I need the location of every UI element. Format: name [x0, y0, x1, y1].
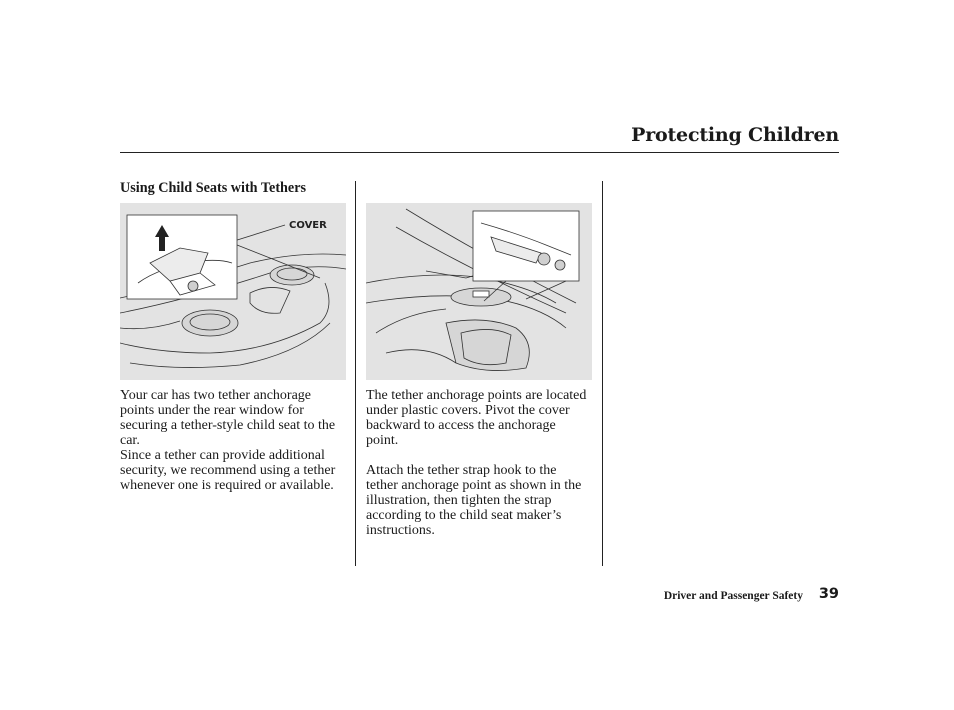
column-divider-right — [602, 181, 603, 566]
column-2-text — [366, 388, 591, 553]
illustration-tether-cover — [120, 203, 346, 380]
paragraph: Attach the tether strap hook to the tether anchorage point as shown in the illustration, then tighten the strap according to the child seat maker’s instructions. — [366, 463, 582, 538]
column-divider-left — [355, 181, 356, 566]
paragraph: The tether anchorage points are located under plastic covers. Pivot the cover backward to access the anchorage point. — [366, 388, 587, 448]
cover-callout-label: COVER — [289, 220, 327, 231]
paragraph: Your car has two tether anchorage points under the rear window for securing a tether-style child seat to the car. — [120, 388, 336, 448]
chapter-label: Driver and Passenger Safety — [663, 590, 803, 602]
section-title: Protecting Children — [631, 124, 839, 146]
title-divider — [120, 152, 839, 153]
page-number: 39 — [818, 586, 839, 602]
column-1-text — [120, 388, 348, 508]
illustration-tether-hook — [366, 203, 592, 380]
subheading: Using Child Seats with Tethers — [120, 180, 307, 196]
paragraph: Since a tether can provide additional security, we recommend using a tether whenever one is required or available. — [120, 448, 336, 493]
